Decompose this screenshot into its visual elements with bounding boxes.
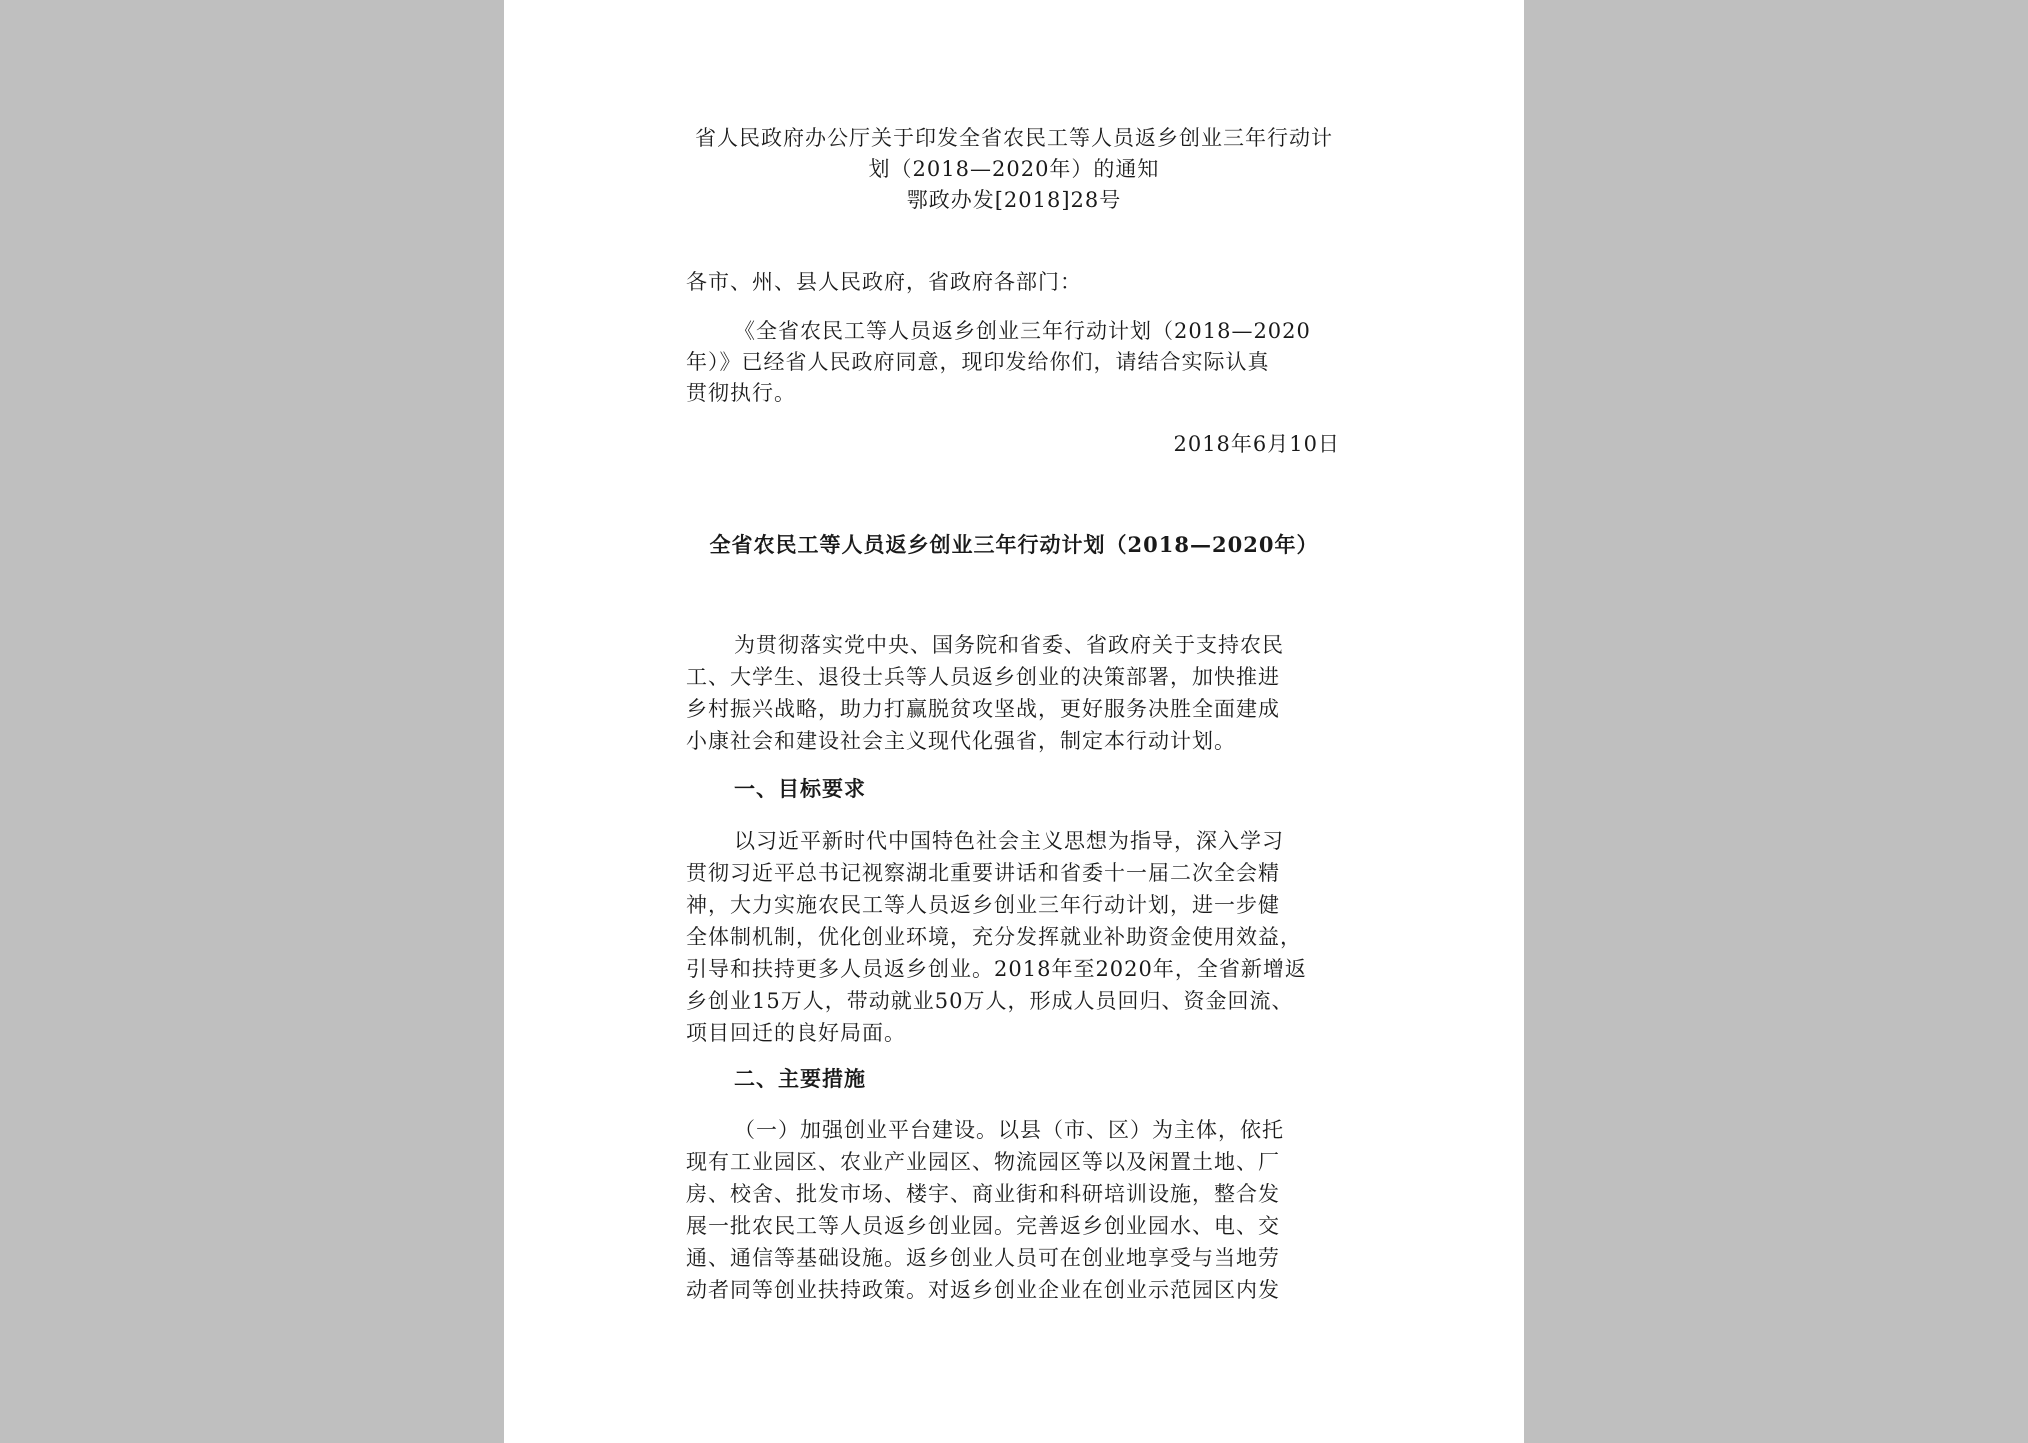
section1-line-5: 引导和扶持更多人员返乡创业。2018年至2020年，全省新增返 bbox=[686, 957, 1307, 981]
section1-line-3: 神，大力实施农民工等人员返乡创业三年行动计划，进一步健 bbox=[686, 893, 1280, 917]
section2-line-2: 现有工业园区、农业产业园区、物流园区等以及闲置土地、厂 bbox=[686, 1150, 1280, 1174]
section-heading-measures: 二、主要措施 bbox=[734, 1066, 866, 1091]
section2-line-3: 房、校舍、批发市场、楼宇、商业街和科研培训设施，整合发 bbox=[686, 1182, 1280, 1206]
section1-line-7: 项目回迁的良好局面。 bbox=[686, 1021, 906, 1045]
document-page bbox=[504, 0, 1524, 1443]
notice-body-line-1: 《全省农民工等人员返乡创业三年行动计划（2018—2020 bbox=[734, 319, 1311, 343]
notice-body-line-2: 年）》已经省人民政府同意，现印发给你们，请结合实际认真 bbox=[686, 350, 1270, 374]
intro-line-4: 小康社会和建设社会主义现代化强省，制定本行动计划。 bbox=[686, 729, 1236, 753]
section2-line-1: （一）加强创业平台建设。以县（市、区）为主体，依托 bbox=[734, 1118, 1284, 1142]
notice-title-line-1: 省人民政府办公厅关于印发全省农民工等人员返乡创业三年行动计 bbox=[695, 126, 1333, 150]
document-number: 鄂政办发[2018]28号 bbox=[906, 188, 1122, 212]
section1-line-2: 贯彻习近平总书记视察湖北重要讲话和省委十一届二次全会精 bbox=[686, 861, 1280, 885]
section1-line-6: 乡创业15万人，带动就业50万人，形成人员回归、资金回流、 bbox=[686, 989, 1294, 1013]
section-heading-goals: 一、目标要求 bbox=[734, 776, 866, 801]
notice-title-line-2: 划（2018—2020年）的通知 bbox=[868, 157, 1160, 181]
salutation: 各市、州、县人民政府，省政府各部门： bbox=[686, 270, 1082, 294]
plan-title: 全省农民工等人员返乡创业三年行动计划（2018—2020年） bbox=[709, 532, 1319, 557]
document-content bbox=[504, 0, 1524, 1443]
notice-date: 2018年6月10日 bbox=[1173, 432, 1340, 456]
section1-line-1: 以习近平新时代中国特色社会主义思想为指导，深入学习 bbox=[734, 829, 1284, 853]
intro-line-3: 乡村振兴战略，助力打赢脱贫攻坚战，更好服务决胜全面建成 bbox=[686, 697, 1280, 721]
intro-line-1: 为贯彻落实党中央、国务院和省委、省政府关于支持农民 bbox=[734, 633, 1284, 657]
section1-line-4: 全体制机制，优化创业环境，充分发挥就业补助资金使用效益， bbox=[686, 925, 1302, 949]
intro-line-2: 工、大学生、退役士兵等人员返乡创业的决策部署，加快推进 bbox=[686, 665, 1280, 689]
notice-body-line-3: 贯彻执行。 bbox=[686, 381, 796, 405]
section2-line-6: 动者同等创业扶持政策。对返乡创业企业在创业示范园区内发 bbox=[686, 1278, 1280, 1302]
section2-line-4: 展一批农民工等人员返乡创业园。完善返乡创业园水、电、交 bbox=[686, 1214, 1280, 1238]
section2-line-5: 通、通信等基础设施。返乡创业人员可在创业地享受与当地劳 bbox=[686, 1246, 1280, 1270]
